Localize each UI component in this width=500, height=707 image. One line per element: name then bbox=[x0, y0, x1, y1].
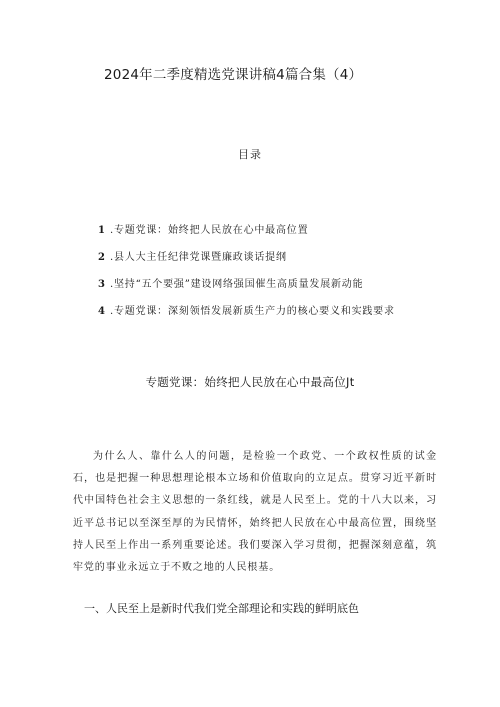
toc-item-number: 4 bbox=[98, 306, 106, 317]
toc-item-text: .专题党课：始终把人民放在心中最高位置 bbox=[110, 225, 309, 236]
section-title: 专题党课：始终把人民放在心中最高位Jt bbox=[145, 375, 355, 389]
toc-item-text: .坚持“五个要强”建设网络强国催生高质量发展新动能 bbox=[110, 279, 364, 290]
toc-item-text: .专题党课：深刻领悟发展新质生产力的核心要义和实践要求 bbox=[110, 306, 395, 317]
document-title: 2024年二季度精选党课讲稿4篇合集（4） bbox=[104, 67, 363, 83]
toc-item-number: 3 bbox=[98, 279, 106, 290]
body-paragraph: 为什么人、靠什么人的问题，是检验一个政党、一个政权性质的试金石，也是把握一种思想理论根本立场和价值取向的立足点。贯穿习近平新时代中国特色社会主义思想的一条红线，就是人民至上。党的十八大以来，习近平总书记以至深至厚的为民情怀，始终把人民放在心中最高位置，围绕坚持人民至上作出一系列重要论述。我们要深入学习贯彻，把握深刻意蕴，筑牢党的事业永远立于不败之地的人民根基。 bbox=[73, 451, 437, 574]
toc-item bbox=[98, 275, 458, 302]
toc-heading: 目录 bbox=[238, 148, 262, 161]
toc-item bbox=[98, 302, 458, 329]
toc-item bbox=[98, 221, 458, 248]
toc-item bbox=[98, 248, 458, 275]
toc-item-number: 2 bbox=[98, 252, 106, 263]
toc-item-text: .县人大主任纪律党课暨廉政谈话提纲 bbox=[110, 252, 287, 263]
toc-item-number: 1 bbox=[98, 225, 106, 236]
section-subheading: 一、人民至上是新时代我们党全部理论和实践的鲜明底色 bbox=[84, 602, 359, 615]
table-of-contents bbox=[98, 221, 458, 329]
